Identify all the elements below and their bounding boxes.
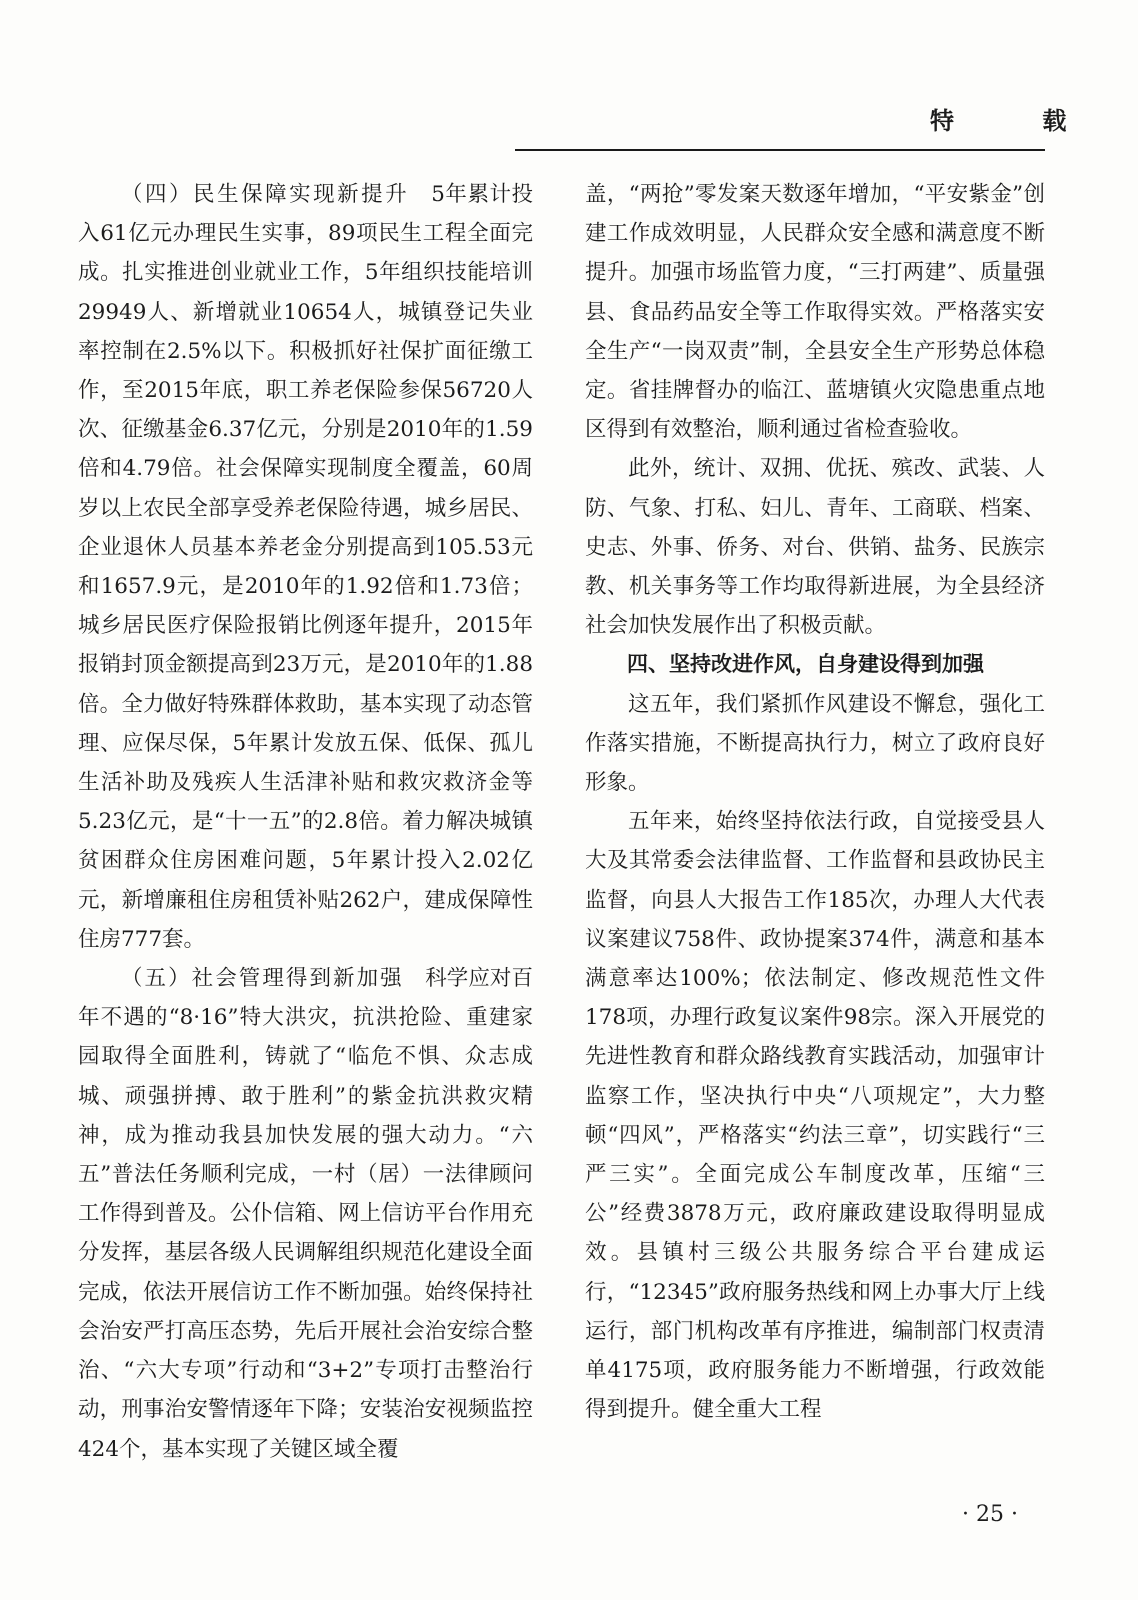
paragraph-five-years: 这五年，我们紧抓作风建设不懈怠，强化工作落实措施，不断提高执行力，树立了政府良好形象。 [585, 691, 1045, 796]
page-number: · 25 · [962, 1502, 1018, 1527]
paragraph-other-work: 此外，统计、双拥、优抚、殡改、武装、人防、气象、打私、妇儿、青年、工商联、档案、史志、外事、侨务、对台、供销、盐务、民族宗教、机关事务等工作均取得新进展，为全县经济社会加快发展作出了积极贡献。 [585, 456, 1045, 639]
paragraph-social-management-continued: 盖，“两抢”零发案天数逐年增加，“平安紫金”创建工作成效明显，人民群众安全感和满意度不断提升。加强市场监管力度，“三打两建”、质量强县、食品药品安全等工作取得实效。严格落实安全生产“一岗双责”制，全县安全生产形势总体稳定。省挂牌督办的临江、蓝塘镇火灾隐患重点地区得到有效整治，顺利通过省检查验收。 [585, 182, 1045, 443]
paragraph-social-management-text: 科学应对百年不遇的“8·16”特大洪灾，抗洪抢险、重建家园取得全面胜利，铸就了“临危不惧、众志成城、顽强拼搏、敢于胜利”的紫金抗洪救灾精神，成为推动我县加快发展的强大动力。“六五”普法任务顺利完成，一村（居）一法律顾问工作得到普及。公仆信箱、网上信访平台作用充分发挥，基层各级人民调解组织规范化建设全面完成，依法开展信访工作不断加强。始终保持社会治安严打高压态势，先后开展社会治安综合整治、“六大专项”行动和“3+2”专项打击整治行动，刑事治安警情逐年下降；安装治安视频监控424个，基本实现了关键区域全覆 [78, 966, 533, 1462]
section-title: 特 载 [930, 106, 1107, 135]
subheading-social-management: （五）社会管理得到新加强 [121, 966, 404, 992]
paragraph-social-management [78, 959, 533, 1469]
paragraph-livelihood-text: 5年累计投入61亿元办理民生实事，89项民生工程全面完成。扎实推进创业就业工作，5年组织技能培训29949人、新增就业10654人，城镇登记失业率控制在2.5%以下。积极抓好社保扩面征缴工作，至2015年底，职工养老保险参保56720人次、征缴基金6.37亿元，分别是2010年的1.59倍和4.79倍。社会保障实现制度全覆盖，60周岁以上农民全部享受养老保险待遇，城乡居民、企业退休人员基本养老金分别提高到105.53元和1657.9元，是2010年的1.92倍和1.73倍；城乡居民医疗保险报销比例逐年提升，2015年报销封顶金额提高到23万元，是2010年的1.88倍。全力做好特殊群体救助，基本实现了动态管理、应保尽保，5年累计发放五保、低保、孤儿生活补助及残疾人生活津补贴和救灾救济金等5.23亿元，是“十一五”的2.8倍。着力解决城镇贫困群众住房困难问题，5年累计投入2.02亿元，新增廉租住房租赁补贴262户，建成保障性住房777套。 [78, 182, 533, 952]
left-column [78, 175, 533, 1469]
right-column [585, 175, 1045, 1430]
header-rule [515, 149, 1045, 151]
paragraph-livelihood [78, 175, 533, 959]
subheading-livelihood: （四）民生保障实现新提升 [121, 182, 410, 207]
paragraph-rule-of-law: 五年来，始终坚持依法行政，自觉接受县人大及其常委会法律监督、工作监督和县政协民主监督，向县人大报告工作185次，办理人大代表议案建议758件、政协提案374件，满意和基本满意率达100%；依法制定、修改规范性文件178项，办理行政复议案件98宗。深入开展党的先进性教育和群众路线教育实践活动，加强审计监察工作，坚决执行中央“八项规定”，大力整顿“四风”，严格落实“约法三章”，切实践行“三严三实”。全面完成公车制度改革，压缩“三公”经费3878万元，政府廉政建设取得明显成效。县镇村三级公共服务综合平台建成运行，“12345”政府服务热线和网上办事大厅上线运行，部门机构改革有序推进，编制部门权责清单4175项，政府服务能力不断增强，行政效能得到提升。健全重大工程 [585, 809, 1045, 1423]
heading-work-style: 四、坚持改进作风，自身建设得到加强 [627, 652, 984, 677]
